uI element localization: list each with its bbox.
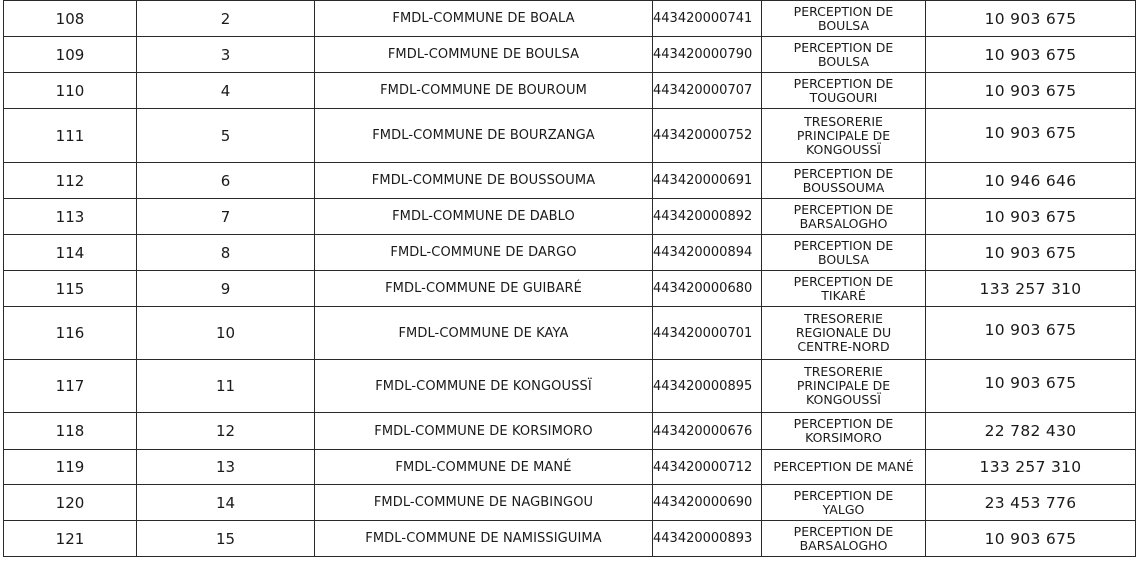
table-row: [4, 450, 1136, 485]
row-number: 110: [4, 73, 137, 109]
perception-line: KONGOUSSÏ: [806, 141, 881, 157]
perception-line: TRESORERIE: [804, 364, 883, 379]
perception-line: PERCEPTION DE: [793, 3, 894, 19]
table-row: [4, 271, 1136, 307]
row-number: 113: [4, 199, 137, 235]
row-index: 10: [137, 307, 315, 360]
perception-line: KONGOUSSÏ: [806, 392, 881, 407]
perception-line: PERCEPTION DE: [793, 165, 894, 181]
commune-name: FMDL-COMMUNE DE NAGBINGOU: [315, 485, 653, 521]
perception-line: BARSALOGHO: [799, 215, 888, 231]
table-row: [4, 1, 1136, 37]
amount: 10 946 646: [926, 163, 1136, 199]
allocation-table: [3, 0, 1136, 557]
amount: 10 903 675: [926, 307, 1136, 360]
account-code: 443420000691: [653, 163, 762, 199]
row-number: 108: [4, 1, 137, 37]
perception-line: PERCEPTION DE MANÉ: [773, 459, 914, 474]
account-code: 443420000894: [653, 235, 762, 271]
row-index: 7: [137, 199, 315, 235]
commune-name: FMDL-COMMUNE DE BOALA: [315, 1, 653, 37]
perception-line: CENTRE-NORD: [797, 339, 890, 354]
commune-name: FMDL-COMMUNE DE NAMISSIGUIMA: [315, 521, 653, 557]
perception-office: [762, 307, 926, 360]
account-code: 443420000892: [653, 199, 762, 235]
account-code: 443420000676: [653, 413, 762, 450]
amount: 10 903 675: [926, 521, 1136, 557]
table-row: [4, 109, 1136, 163]
row-number: 115: [4, 271, 137, 307]
perception-office: [762, 450, 926, 485]
row-number: 112: [4, 163, 137, 199]
perception-office: [762, 413, 926, 450]
perception-line: PERCEPTION DE: [793, 487, 894, 503]
table-row: [4, 235, 1136, 271]
perception-office: [762, 199, 926, 235]
row-number: 120: [4, 485, 137, 521]
perception-line: PRINCIPALE DE: [796, 378, 891, 393]
account-code: 443420000712: [653, 450, 762, 485]
table-row: [4, 413, 1136, 450]
table-row: [4, 521, 1136, 557]
perception-line: BOULSA: [817, 53, 870, 69]
perception-line: BOULSA: [817, 17, 870, 33]
table-row: [4, 307, 1136, 360]
amount: 22 782 430: [926, 413, 1136, 450]
account-code: 443420000893: [653, 521, 762, 557]
row-number: 118: [4, 413, 137, 450]
amount: 133 257 310: [926, 271, 1136, 307]
amount: 23 453 776: [926, 485, 1136, 521]
perception-line: TIKARÉ: [821, 287, 866, 303]
row-index: 11: [137, 360, 315, 413]
perception-office: [762, 360, 926, 413]
account-code: 443420000741: [653, 1, 762, 37]
table-body: [4, 1, 1136, 557]
row-index: 2: [137, 1, 315, 37]
perception-line: TRESORERIE: [804, 113, 883, 129]
perception-line: YALGO: [822, 501, 865, 517]
row-index: 12: [137, 413, 315, 450]
perception-line: TOUGOURI: [809, 89, 878, 105]
amount: 133 257 310: [926, 450, 1136, 485]
row-number: 117: [4, 360, 137, 413]
table-row: [4, 73, 1136, 109]
account-code: 443420000790: [653, 37, 762, 73]
account-code: 443420000707: [653, 73, 762, 109]
amount: 10 903 675: [926, 109, 1136, 163]
amount: 10 903 675: [926, 360, 1136, 413]
perception-office: [762, 235, 926, 271]
perception-line: PERCEPTION DE: [793, 201, 894, 217]
perception-line: PERCEPTION DE: [793, 237, 894, 253]
row-number: 114: [4, 235, 137, 271]
commune-name: FMDL-COMMUNE DE BOURZANGA: [315, 109, 653, 163]
row-number: 119: [4, 450, 137, 485]
perception-office: [762, 485, 926, 521]
account-code: 443420000690: [653, 485, 762, 521]
perception-office: [762, 109, 926, 163]
amount: 10 903 675: [926, 73, 1136, 109]
row-index: 14: [137, 485, 315, 521]
commune-name: FMDL-COMMUNE DE BOUSSOUMA: [315, 163, 653, 199]
commune-name: FMDL-COMMUNE DE DABLO: [315, 199, 653, 235]
table-row: [4, 199, 1136, 235]
perception-line: PERCEPTION DE: [793, 273, 894, 289]
table-row: [4, 485, 1136, 521]
row-index: 5: [137, 109, 315, 163]
perception-line: PERCEPTION DE: [793, 416, 894, 431]
row-index: 9: [137, 271, 315, 307]
account-code: 443420000895: [653, 360, 762, 413]
perception-office: [762, 521, 926, 557]
commune-name: FMDL-COMMUNE DE KONGOUSSÏ: [315, 360, 653, 413]
account-code: 443420000680: [653, 271, 762, 307]
perception-line: BOUSSOUMA: [802, 179, 885, 195]
row-index: 4: [137, 73, 315, 109]
row-number: 121: [4, 521, 137, 557]
row-index: 15: [137, 521, 315, 557]
perception-line: PERCEPTION DE: [793, 75, 894, 91]
row-index: 3: [137, 37, 315, 73]
commune-name: FMDL-COMMUNE DE DARGO: [315, 235, 653, 271]
amount: 10 903 675: [926, 1, 1136, 37]
perception-office: [762, 37, 926, 73]
perception-line: KORSIMORO: [805, 430, 882, 445]
commune-name: FMDL-COMMUNE DE BOUROUM: [315, 73, 653, 109]
row-number: 116: [4, 307, 137, 360]
row-number: 109: [4, 37, 137, 73]
perception-line: REGIONALE DU: [795, 325, 892, 340]
commune-name: FMDL-COMMUNE DE KAYA: [315, 307, 653, 360]
perception-line: TRESORERIE: [804, 311, 883, 326]
table-row: [4, 360, 1136, 413]
amount: 10 903 675: [926, 235, 1136, 271]
commune-name: FMDL-COMMUNE DE GUIBARÉ: [315, 271, 653, 307]
row-index: 6: [137, 163, 315, 199]
amount: 10 903 675: [926, 199, 1136, 235]
perception-line: PRINCIPALE DE: [796, 127, 891, 143]
perception-office: [762, 163, 926, 199]
perception-line: BOULSA: [817, 251, 870, 267]
perception-line: PERCEPTION DE: [793, 39, 894, 55]
account-code: 443420000701: [653, 307, 762, 360]
table-row: [4, 163, 1136, 199]
perception-line: PERCEPTION DE: [793, 523, 894, 539]
amount: 10 903 675: [926, 37, 1136, 73]
table-row: [4, 37, 1136, 73]
perception-line: BARSALOGHO: [799, 537, 888, 553]
account-code: 443420000752: [653, 109, 762, 163]
row-index: 8: [137, 235, 315, 271]
perception-office: [762, 271, 926, 307]
perception-office: [762, 73, 926, 109]
commune-name: FMDL-COMMUNE DE KORSIMORO: [315, 413, 653, 450]
perception-office: [762, 1, 926, 37]
row-number: 111: [4, 109, 137, 163]
row-index: 13: [137, 450, 315, 485]
commune-name: FMDL-COMMUNE DE BOULSA: [315, 37, 653, 73]
commune-name: FMDL-COMMUNE DE MANÉ: [315, 450, 653, 485]
